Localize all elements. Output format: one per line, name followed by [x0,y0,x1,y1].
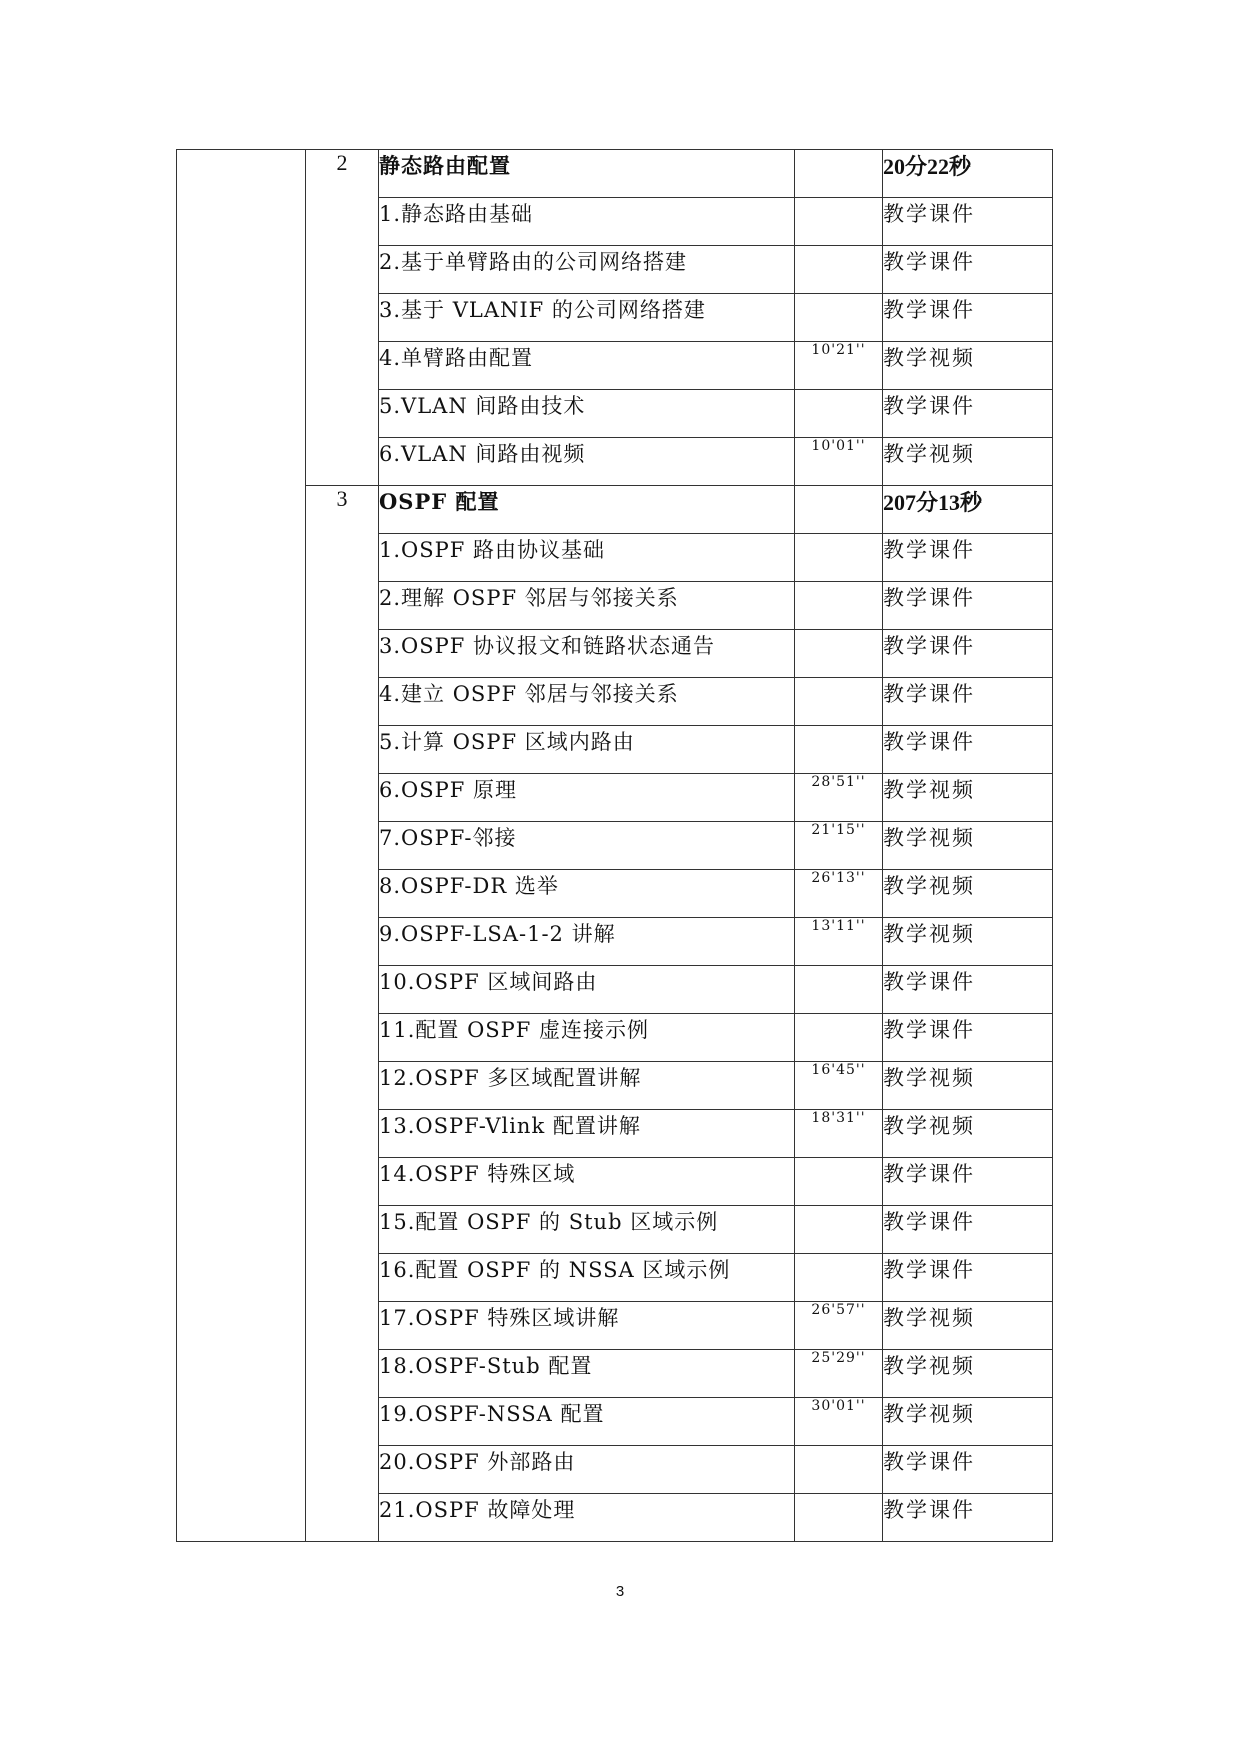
item-title: 6.VLAN 间路由视频 [379,438,795,486]
item-title: 20.OSPF 外部路由 [379,1446,795,1494]
item-resource-type: 教学课件 [883,1206,1053,1254]
item-resource-type: 教学视频 [883,822,1053,870]
item-resource-type: 教学课件 [883,294,1053,342]
item-title: 16.配置 OSPF 的 NSSA 区域示例 [379,1254,795,1302]
item-resource-type: 教学课件 [883,630,1053,678]
section-number: 3 [306,486,379,1542]
item-title: 1.静态路由基础 [379,198,795,246]
item-title: 3.OSPF 协议报文和链路状态通告 [379,630,795,678]
item-resource-type: 教学视频 [883,342,1053,390]
item-duration [795,1254,883,1302]
item-title: 15.配置 OSPF 的 Stub 区域示例 [379,1206,795,1254]
page-number: 3 [615,1583,625,1600]
item-resource-type: 教学课件 [883,1254,1053,1302]
item-duration [795,678,883,726]
item-duration [795,582,883,630]
item-title: 6.OSPF 原理 [379,774,795,822]
item-duration [795,726,883,774]
item-duration: 28'51'' [795,774,883,822]
table-body [177,150,1053,1542]
item-resource-type: 教学视频 [883,1110,1053,1158]
item-resource-type: 教学课件 [883,582,1053,630]
item-resource-type: 教学课件 [883,678,1053,726]
item-title: 13.OSPF-Vlink 配置讲解 [379,1110,795,1158]
item-title: 17.OSPF 特殊区域讲解 [379,1302,795,1350]
item-title: 7.OSPF-邻接 [379,822,795,870]
item-title: 9.OSPF-LSA-1-2 讲解 [379,918,795,966]
item-resource-type: 教学课件 [883,246,1053,294]
item-duration [795,390,883,438]
item-duration [795,966,883,1014]
item-duration: 16'45'' [795,1062,883,1110]
item-title: 8.OSPF-DR 选举 [379,870,795,918]
item-resource-type: 教学课件 [883,1494,1053,1542]
item-resource-type: 教学课件 [883,390,1053,438]
item-title: 21.OSPF 故障处理 [379,1494,795,1542]
item-duration [795,246,883,294]
item-title: 4.建立 OSPF 邻居与邻接关系 [379,678,795,726]
item-duration [795,1494,883,1542]
item-resource-type: 教学视频 [883,1350,1053,1398]
item-title: 14.OSPF 特殊区域 [379,1158,795,1206]
item-title: 11.配置 OSPF 虚连接示例 [379,1014,795,1062]
item-duration: 18'31'' [795,1110,883,1158]
item-resource-type: 教学视频 [883,1302,1053,1350]
item-duration: 21'15'' [795,822,883,870]
section-total-duration: 20分22秒 [883,150,1053,198]
item-duration: 10'21'' [795,342,883,390]
item-duration: 30'01'' [795,1398,883,1446]
item-duration: 25'29'' [795,1350,883,1398]
item-title: 10.OSPF 区域间路由 [379,966,795,1014]
section-duration-cell [795,150,883,198]
item-title: 2.理解 OSPF 邻居与邻接关系 [379,582,795,630]
item-duration: 13'11'' [795,918,883,966]
item-duration: 10'01'' [795,438,883,486]
item-resource-type: 教学课件 [883,1446,1053,1494]
section-number: 2 [306,150,379,486]
item-title: 3.基于 VLANIF 的公司网络搭建 [379,294,795,342]
item-resource-type: 教学课件 [883,198,1053,246]
item-duration [795,1158,883,1206]
section-total-duration: 207分13秒 [883,486,1053,534]
item-title: 12.OSPF 多区域配置讲解 [379,1062,795,1110]
item-title: 18.OSPF-Stub 配置 [379,1350,795,1398]
item-resource-type: 教学视频 [883,438,1053,486]
item-title: 5.计算 OSPF 区域内路由 [379,726,795,774]
item-duration [795,294,883,342]
section-duration-cell [795,486,883,534]
item-resource-type: 教学课件 [883,1014,1053,1062]
item-duration: 26'57'' [795,1302,883,1350]
item-resource-type: 教学视频 [883,918,1053,966]
item-resource-type: 教学课件 [883,534,1053,582]
item-title: 5.VLAN 间路由技术 [379,390,795,438]
item-duration [795,1014,883,1062]
item-title: 19.OSPF-NSSA 配置 [379,1398,795,1446]
item-resource-type: 教学课件 [883,726,1053,774]
chapter-column-cell [177,150,306,1542]
item-title: 2.基于单臂路由的公司网络搭建 [379,246,795,294]
item-duration [795,534,883,582]
item-resource-type: 教学课件 [883,966,1053,1014]
item-title: 1.OSPF 路由协议基础 [379,534,795,582]
section-header-row [177,486,1053,534]
item-resource-type: 教学视频 [883,870,1053,918]
item-resource-type: 教学视频 [883,1062,1053,1110]
item-duration: 26'13'' [795,870,883,918]
item-duration [795,1206,883,1254]
course-content-table [176,149,1053,1542]
item-resource-type: 教学课件 [883,1158,1053,1206]
section-title: 静态路由配置 [379,150,795,198]
section-header-row [177,150,1053,198]
item-duration [795,1446,883,1494]
item-resource-type: 教学视频 [883,774,1053,822]
item-title: 4.单臂路由配置 [379,342,795,390]
item-duration [795,630,883,678]
item-resource-type: 教学视频 [883,1398,1053,1446]
section-title: OSPF 配置 [379,486,795,534]
item-duration [795,198,883,246]
